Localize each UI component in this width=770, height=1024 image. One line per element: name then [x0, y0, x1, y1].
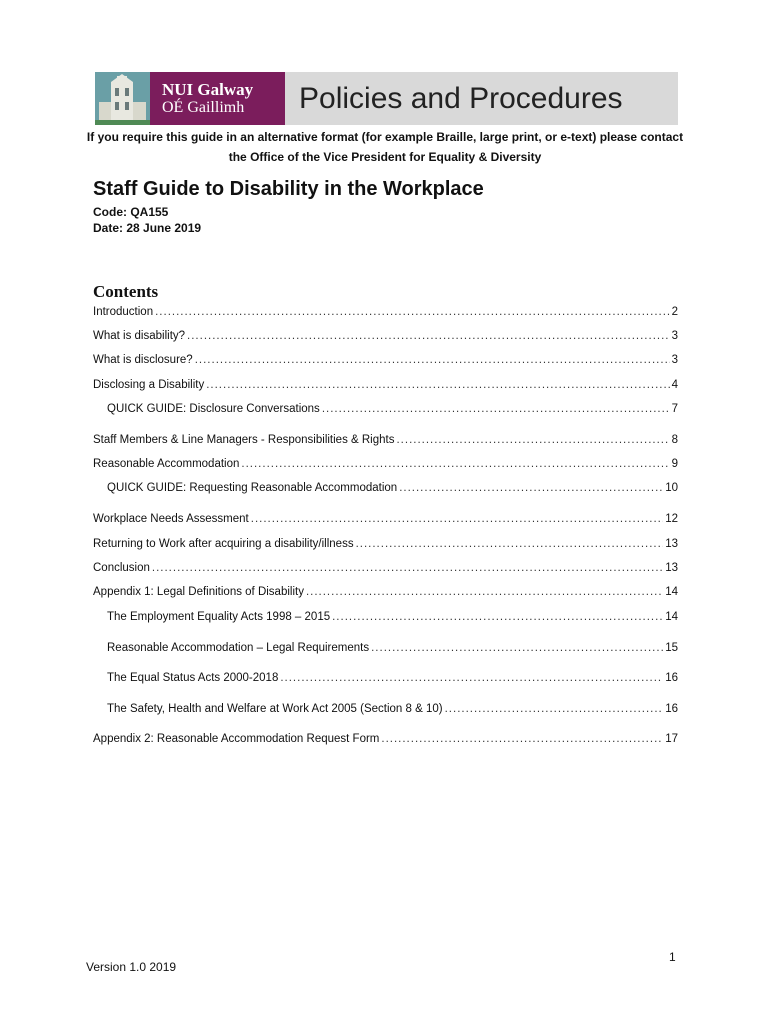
toc-page: 4 [671, 379, 678, 391]
toc-entry[interactable] [93, 733, 678, 749]
brand-line2: OÉ Gaillimh [162, 99, 245, 116]
toc-entry[interactable] [93, 562, 678, 578]
toc-entry[interactable] [107, 642, 678, 658]
toc-entry[interactable] [107, 482, 678, 498]
toc-label: QUICK GUIDE: Disclosure Conversations [107, 403, 320, 415]
toc-entry[interactable] [93, 379, 678, 395]
toc-page: 3 [671, 354, 678, 366]
toc-entry[interactable] [93, 330, 678, 346]
toc-page: 12 [665, 513, 678, 525]
toc-label: Workplace Needs Assessment [93, 513, 249, 525]
toc-label: Reasonable Accommodation [93, 458, 240, 470]
university-crest-icon [95, 72, 150, 125]
toc-page: 17 [665, 733, 678, 745]
toc-page: 16 [665, 672, 678, 684]
toc-label: Reasonable Accommodation – Legal Requirements [107, 642, 370, 654]
toc-label: Introduction [93, 306, 154, 318]
document-title: Staff Guide to Disability in the Workplace [93, 178, 484, 200]
contents-heading: Contents [93, 282, 159, 301]
toc-label: Conclusion [93, 562, 150, 574]
toc-label: Disclosing a Disability [93, 379, 205, 391]
toc-entry[interactable] [93, 586, 678, 602]
toc-label: The Equal Status Acts 2000-2018 [107, 672, 279, 684]
toc-label: Staff Members & Line Managers - Responsibilities & Rights [93, 434, 395, 446]
brand-line1: NUI Galway [162, 80, 254, 99]
toc-label: Returning to Work after acquiring a disability/illness [93, 538, 354, 550]
alternative-format-notice: If you require this guide in an alternative format (for example Braille, large print, or e-text) please contact the Office of the Vice President for Equality & Diversity [86, 130, 684, 164]
toc-entry[interactable] [93, 306, 678, 322]
toc-page: 9 [671, 458, 678, 470]
toc-page: 14 [665, 611, 678, 623]
toc-label: QUICK GUIDE: Requesting Reasonable Accommodation [107, 482, 398, 494]
toc-entry[interactable] [93, 538, 678, 554]
document-date: Date: 28 June 2019 [93, 221, 202, 235]
toc-page: 16 [665, 703, 678, 715]
version-footer: Version 1.0 2019 [86, 960, 177, 974]
toc-page: 10 [665, 482, 678, 494]
toc-label: What is disability? [93, 330, 186, 342]
header-banner [95, 72, 678, 125]
page-number: 1 [669, 950, 676, 964]
toc-entry[interactable] [93, 458, 678, 474]
brand-logo [150, 72, 285, 125]
toc-page: 7 [671, 403, 678, 415]
toc-entry[interactable] [107, 703, 678, 719]
toc-entry[interactable] [93, 354, 678, 370]
document-code: Code: QA155 [93, 205, 169, 219]
toc-label: The Employment Equality Acts 1998 – 2015 [107, 611, 331, 623]
toc-page: 14 [665, 586, 678, 598]
toc-page: 8 [671, 434, 678, 446]
toc-entry[interactable] [93, 513, 678, 529]
toc-entry[interactable] [107, 672, 678, 688]
banner-title: Policies and Procedures [285, 72, 678, 125]
toc-page: 13 [665, 538, 678, 550]
toc-label: Appendix 1: Legal Definitions of Disability [93, 586, 304, 598]
toc-label: Appendix 2: Reasonable Accommodation Request Form [93, 733, 380, 745]
toc-label: What is disclosure? [93, 354, 193, 366]
toc-entry[interactable] [93, 434, 678, 450]
toc-entry[interactable] [107, 403, 678, 419]
toc-page: 2 [671, 306, 678, 318]
toc-entry[interactable] [107, 611, 678, 627]
toc-page: 13 [665, 562, 678, 574]
toc-page: 3 [671, 330, 678, 342]
toc-page: 15 [665, 642, 678, 654]
toc-label: The Safety, Health and Welfare at Work Act 2005 (Section 8 & 10) [107, 703, 443, 715]
